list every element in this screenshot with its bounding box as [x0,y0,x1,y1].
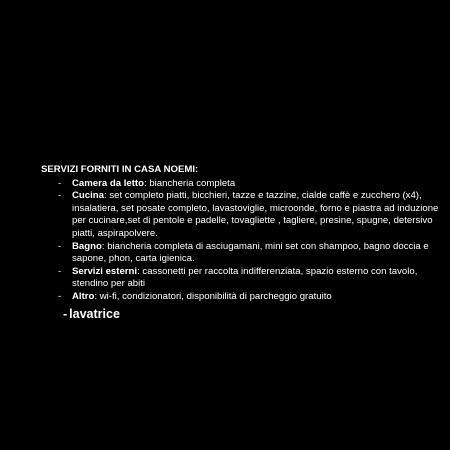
item-label: Cucina [72,190,104,202]
services-heading: SERVIZI FORNITI IN CASA NOEMI: [41,164,199,175]
extra-dash: - [63,307,68,321]
bullet-dash: - [58,265,62,277]
item-text: : biancheria completa [143,177,236,189]
bullet-dash: - [58,290,62,302]
item-label: Altro [72,290,95,302]
list-item-altro [41,291,441,304]
list-item-servizi-esterni [41,266,441,291]
item-text: : wi-fi, condizionatori, disponibilità di parcheggio gratuito [94,290,332,302]
bullet-dash: - [58,177,62,189]
bullet-dash: - [58,190,62,202]
bullet-dash: - [58,240,62,252]
item-text: : cassonetti per raccolta indifferenziata, spazio esterno con tavolo, stendino per abiti [72,265,418,290]
item-text: : set completo piatti, bicchieri, tazze e tazzine, cialde caffè e zucchero (x4), insalatiera, set posate completo, lavastoviglie, microonde, forno e piastra ad induzione per cucinare,set di pentole e padelle, tovagliette , tagliere, presine, spugne, detersivo piatti, aspirapolvere. [72,190,439,239]
extra-item-lavatrice [63,307,120,321]
item-label: Servizi esterni [72,265,138,277]
extra-text: lavatrice [69,307,120,321]
item-label: Bagno [72,240,102,252]
services-list [41,164,441,304]
list-item-bagno [41,241,441,266]
item-label: Camera da letto [72,177,144,189]
list-item-cucina [41,190,441,240]
item-text: : biancheria completa di asciugamani, mini set con shampoo, bagno doccia e sapone, phon, carta igienica. [72,240,429,265]
list-item-camera [41,178,441,191]
